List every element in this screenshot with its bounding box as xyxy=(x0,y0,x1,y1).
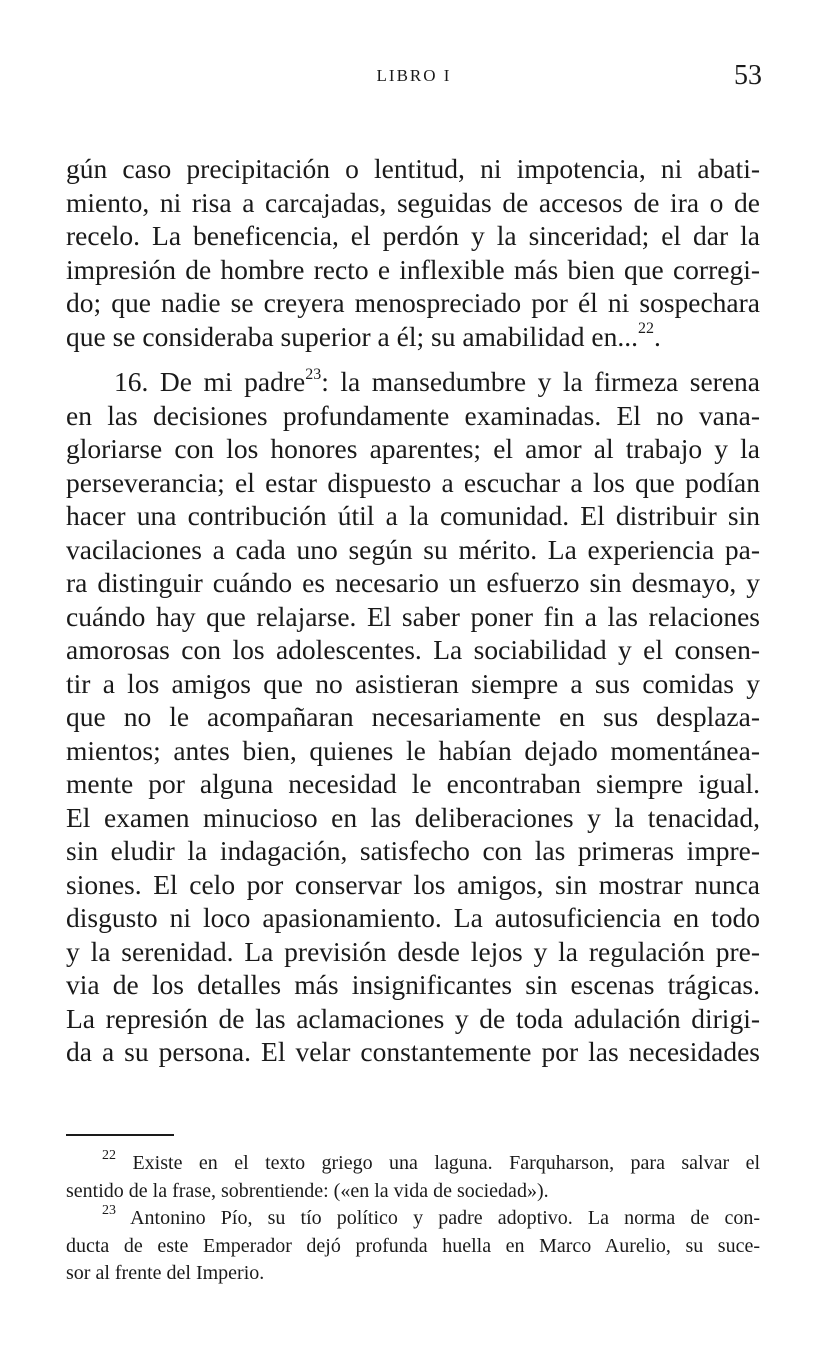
paragraph-16 xyxy=(66,365,760,1069)
text-line: gloriarse con los honores aparentes; el amor al trabajo y la xyxy=(66,433,760,464)
text-line: ra distinguir cuándo es necesario un esfuerzo sin desmayo, y xyxy=(66,567,760,598)
text-line: tir a los amigos que no asistieran siempre a sus comidas y xyxy=(66,667,760,699)
text-line: via de los detalles más insignificantes sin escenas trágicas. xyxy=(66,969,760,1000)
text-line: perseverancia; el estar dispuesto a escuchar a los que podían xyxy=(66,466,760,498)
text-line: siones. El celo por conservar los amigos, sin mostrar nunca xyxy=(66,868,760,900)
text-segment: 16. De mi padre xyxy=(114,366,306,397)
text-line: amorosas con los adolescentes. La sociabilidad y el consen- xyxy=(66,634,760,665)
footnote-divider xyxy=(66,1134,174,1136)
text-line: El examen minucioso en las deliberaciones y la tenacidad, xyxy=(66,801,760,833)
text-line: miento, ni risa a carcajadas, seguidas de accesos de ira o de xyxy=(66,186,760,218)
page-number: 53 xyxy=(734,60,762,91)
text-line: mientos; antes bien, quienes le habían dejado momentánea- xyxy=(66,734,760,766)
text-line: La represión de las aclamaciones y de toda adulación dirigi- xyxy=(66,1002,760,1034)
footnote-number: 22 xyxy=(102,1148,116,1164)
footnote-line: sentido de la frase, sobrentiende: («en la vida de sociedad»). xyxy=(66,1179,549,1202)
running-head xyxy=(0,60,828,94)
text-line xyxy=(66,365,760,399)
footnote-line: ducta de este Emperador dejó profunda huella en Marco Aurelio, su suce- xyxy=(66,1234,760,1257)
text-line xyxy=(66,320,760,354)
footnote-text: Antonino Pío, su tío político y padre adoptivo. La norma de con- xyxy=(130,1207,760,1229)
text-line: disgusto ni loco apasionamiento. La autosuficiencia en todo xyxy=(66,902,760,933)
footnotes xyxy=(66,1150,760,1288)
text-line: gún caso precipitación o lentitud, ni impotencia, ni abati- xyxy=(66,153,760,184)
footnote-number: 23 xyxy=(102,1203,116,1219)
running-title: LIBRO I xyxy=(376,66,452,85)
footnote-line: sor al frente del Imperio. xyxy=(66,1262,265,1284)
text-line: y la serenidad. La previsión desde lejos y la regulación pre- xyxy=(66,935,760,967)
text-line: cuándo hay que relajarse. El saber poner fin a las relaciones xyxy=(66,600,760,632)
text-line: do; que nadie se creyera menospreciado por él ni sospechara xyxy=(66,287,760,318)
text-line: vacilaciones a cada uno según su mérito. La experiencia pa- xyxy=(66,533,760,565)
body-text xyxy=(66,152,760,1069)
text-line: en las decisiones profundamente examinadas. El no vana- xyxy=(66,399,760,431)
footnote-ref-23[interactable]: 23 xyxy=(305,365,322,383)
paragraph-continuation xyxy=(66,152,760,353)
footnote-ref-22[interactable]: 22 xyxy=(637,320,654,338)
text-line: da a su persona. El velar constantemente por las necesidades xyxy=(66,1036,760,1067)
footnote-23 xyxy=(66,1205,760,1288)
text-line: hacer una contribución útil a la comunidad. El distribuir sin xyxy=(66,500,760,531)
footnote-line xyxy=(66,1205,760,1233)
text-segment: que se consideraba superior a él; su amabilidad en... xyxy=(66,320,638,352)
text-segment: : la mansedumbre y la firmeza serena xyxy=(321,366,760,397)
text-line: mente por alguna necesidad le encontraban siempre igual. xyxy=(66,768,760,799)
text-line: que no le acompañaran necesariamente en sus desplaza- xyxy=(66,701,760,732)
text-segment: . xyxy=(653,320,661,352)
footnote-22 xyxy=(66,1150,760,1205)
text-line: impresión de hombre recto e inflexible más bien que corregi- xyxy=(66,253,760,285)
text-line: sin eludir la indagación, satisfecho con las primeras impre- xyxy=(66,835,760,866)
footnote-line xyxy=(66,1150,760,1178)
footnote-text: Existe en el texto griego una laguna. Farquharson, para salvar el xyxy=(132,1152,761,1174)
text-line: recelo. La beneficencia, el perdón y la sinceridad; el dar la xyxy=(66,220,760,251)
